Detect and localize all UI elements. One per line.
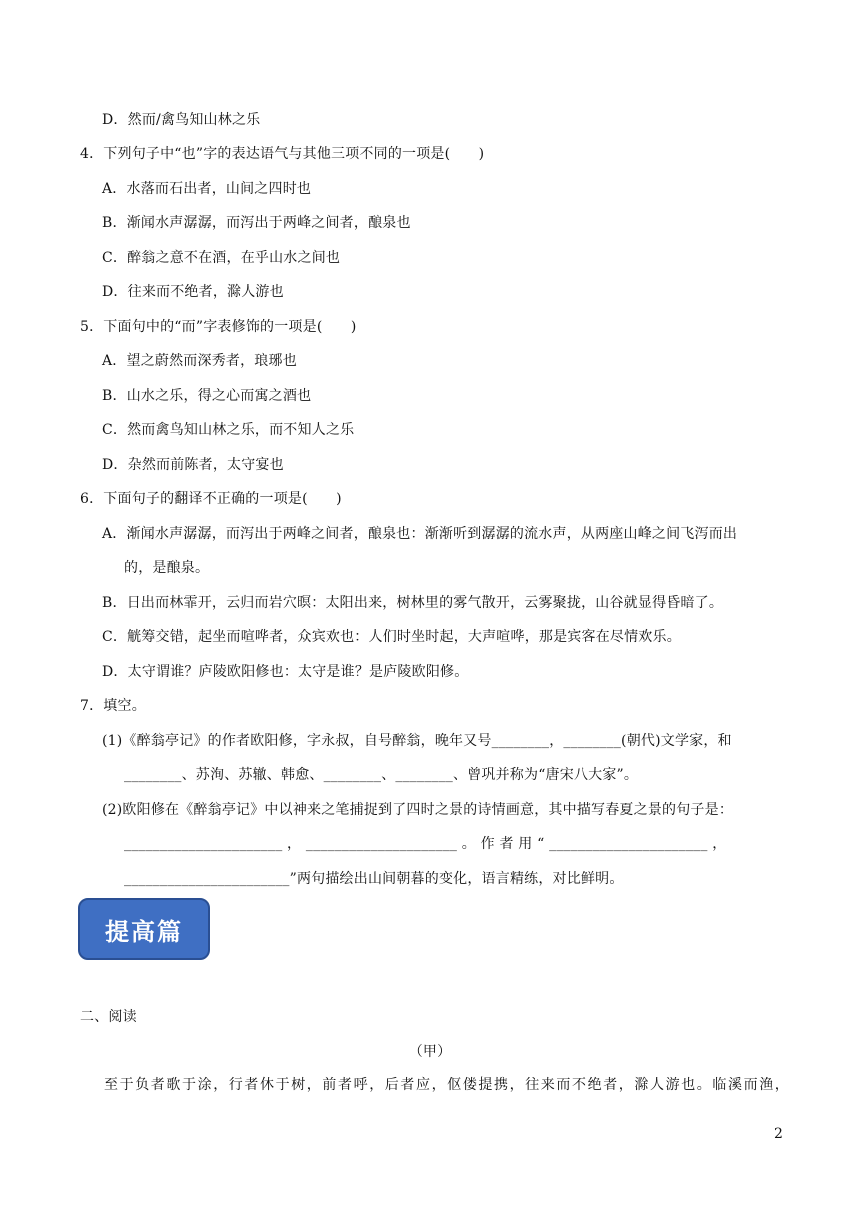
q6-option-c: C．觥筹交错，起坐而喧哗者，众宾欢也：人们时坐时起，大声喧哗，那是宾客在尽情欢乐。 bbox=[102, 629, 681, 645]
q5-option-b: B．山水之乐，得之心而寓之酒也 bbox=[102, 388, 312, 404]
q4-option-b: B．渐闻水声潺潺，而泻出于两峰之间者，酿泉也 bbox=[102, 215, 411, 231]
q6-option-b: B．日出而林霏开，云归而岩穴暝：太阳出来，树林里的雾气散开，云雾聚拢，山谷就显得昏暗了。 bbox=[102, 595, 724, 611]
q6-option-a-cont: 的，是酿泉。 bbox=[124, 560, 210, 576]
question-5: 5．下面句中的“而”字表修饰的一项是( ) bbox=[80, 319, 357, 335]
q4-option-a: A．水落而石出者，山间之四时也 bbox=[102, 181, 312, 197]
question-7: 7．填空。 bbox=[80, 698, 146, 714]
q7-part-1: (1)《醉翁亭记》的作者欧阳修，字永叔，自号醉翁，晚年又号________，________(朝代)文学家，和 bbox=[102, 733, 732, 749]
passage-text: 至于负者歌于涂，行者休于树，前者呼，后者应，伛偻提携，往来而不绝者，滁人游也。临溪而渔， bbox=[104, 1077, 791, 1093]
q6-option-a: A．渐闻水声潺潺，而泻出于两峰之间者，酿泉也：渐渐听到潺潺的流水声，从两座山峰之间飞泻而出 bbox=[102, 526, 738, 542]
page-number: 2 bbox=[774, 1126, 783, 1142]
question-6: 6．下面句子的翻译不正确的一项是( ) bbox=[80, 491, 342, 507]
q7-part-2-blanks: ______________________ ， _____________________ 。 作 者 用 “ ______________________ ， bbox=[124, 836, 727, 852]
section-title: 二、阅读 bbox=[80, 1009, 137, 1025]
q5-option-d: D．杂然而前陈者，太守宴也 bbox=[102, 457, 284, 473]
passage-label: （甲） bbox=[408, 1044, 452, 1060]
advanced-section-badge: 提高篇 bbox=[78, 898, 210, 960]
q7-part-2-cont: _______________________”两句描绘出山间朝暮的变化，语言精练，对比鲜明。 bbox=[124, 871, 624, 887]
q5-option-a: A．望之蔚然而深秀者，琅琊也 bbox=[102, 353, 297, 369]
q6-option-d: D．太守谓谁？庐陵欧阳修也：太守是谁？是庐陵欧阳修。 bbox=[102, 664, 469, 680]
q7-part-2: (2)欧阳修在《醉翁亭记》中以神来之笔捕捉到了四时之景的诗情画意，其中描写春夏之景的句子是： bbox=[102, 802, 734, 818]
q4-option-c: C．醉翁之意不在酒，在乎山水之间也 bbox=[102, 250, 341, 266]
q5-option-c: C．然而禽鸟知山林之乐，而不知人之乐 bbox=[102, 422, 355, 438]
q4-option-d: D．往来而不绝者，滁人游也 bbox=[102, 284, 284, 300]
question-4: 4．下列句子中“也”字的表达语气与其他三项不同的一项是( ) bbox=[80, 146, 485, 162]
q7-part-1-cont: ________、苏洵、苏辙、韩愈、________、________、曾巩并称为“唐宋八大家”。 bbox=[124, 767, 639, 783]
q3-option-d: D．然而/禽鸟知山林之乐 bbox=[102, 112, 261, 128]
